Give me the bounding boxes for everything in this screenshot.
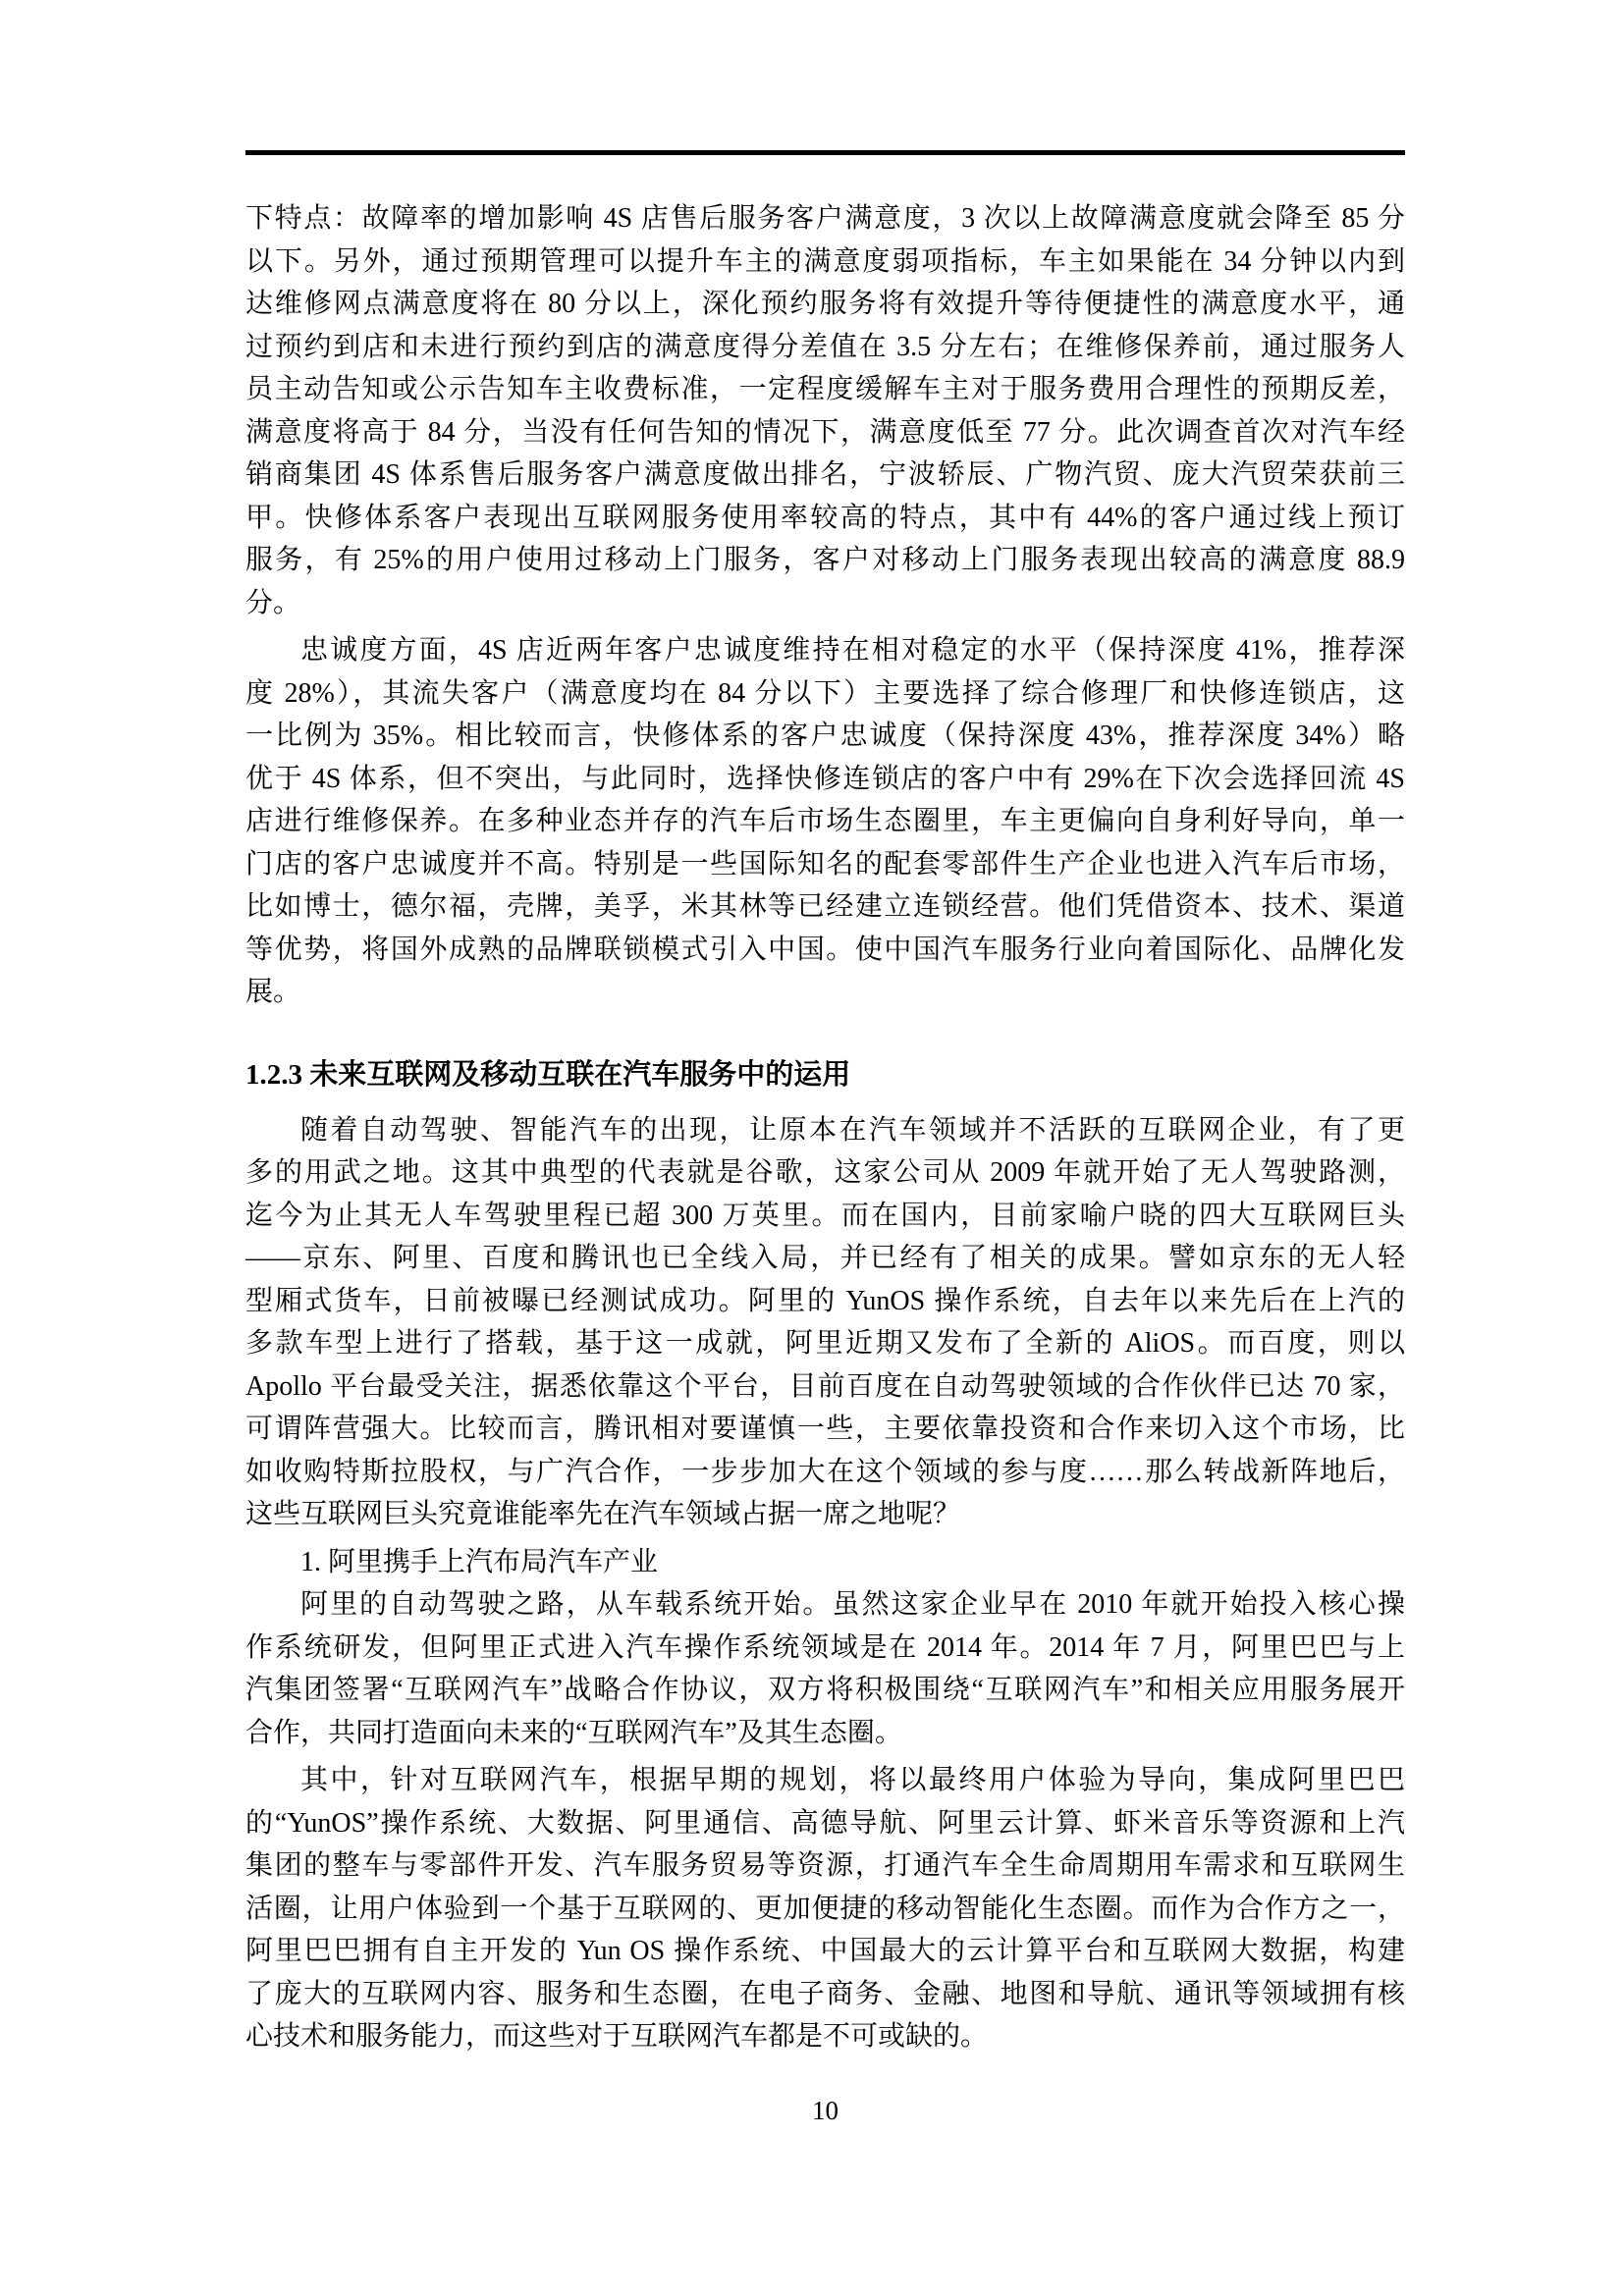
heading (245, 1053, 1405, 1096)
paragraph-line: 集团的整车与零部件开发、汽车服务贸易等资源，打通汽车全生命周期用车需求和互联网生 (245, 1850, 1405, 1881)
paragraph-line: 优于 4S 体系，但不突出，与此同时，选择快修连锁店的客户中有 29%在下次会选择回流 4S (245, 763, 1405, 794)
paragraph-line: 销商集团 4S 体系售后服务客户满意度做出排名，宁波轿辰、广物汽贸、庞大汽贸荣获前三 (245, 459, 1405, 490)
paragraph-line: 展。 (245, 977, 301, 1007)
paragraph-line: 汽集团签署“互联网汽车”战略合作协议，双方将积极围绕“互联网汽车”和相关应用服务展开 (245, 1675, 1405, 1705)
paragraph-line: 心技术和服务能力，而这些对于互联网汽车都是不可或缺的。 (245, 2021, 989, 2052)
paragraph-line: 等优势，将国外成熟的品牌联锁模式引入中国。使中国汽车服务行业向着国际化、品牌化发 (245, 934, 1405, 965)
paragraph (245, 629, 1405, 1014)
paragraph (245, 1759, 1405, 2058)
paragraph-line: 满意度将高于 84 分，当没有任何告知的情况下，满意度低至 77 分。此次调查首次对汽车经 (245, 416, 1405, 448)
paragraph-line: 以下。另外，通过预期管理可以提升车主的满意度弱项指标，车主如果能在 34 分钟以内到 (245, 245, 1405, 277)
paragraph-line: 过预约到店和未进行预约到店的满意度得分差值在 3.5 分左右；在维修保养前，通过服务人 (245, 331, 1405, 362)
paragraph-line: 达维修网点满意度将在 80 分以上，深化预约服务将有效提升等待便捷性的满意度水平，通 (245, 289, 1405, 319)
paragraph-line: 员主动告知或公示告知车主收费标准，一定程度缓解车主对于服务费用合理性的预期反差， (245, 374, 1405, 404)
paragraph-line: 的“YunOS”操作系统、大数据、阿里通信、高德导航、阿里云计算、虾米音乐等资源和上汽 (245, 1807, 1405, 1839)
paragraph (245, 1583, 1405, 1754)
paragraph-line: 多款车型上进行了搭载，基于这一成就，阿里近期又发布了全新的 AliOS。而百度，则以 (245, 1328, 1405, 1359)
list-item (245, 1541, 1405, 1584)
paragraph-line: 合作，共同打造面向未来的“互联网汽车”及其生态圈。 (245, 1717, 902, 1748)
paragraph-line: 阿里的自动驾驶之路，从车载系统开始。虽然这家企业早在 2010 年就开始投入核心操 (300, 1589, 1405, 1620)
paragraph-line: 多的用武之地。这其中典型的代表就是谷歌，这家公司从 2009 年就开始了无人驾驶路测， (245, 1157, 1405, 1188)
paragraph-line: 店进行维修保养。在多种业态并存的汽车后市场生态圈里，车主更偏向自身利好导向，单一 (245, 806, 1405, 836)
header-rule (245, 150, 1405, 155)
paragraph-line: 下特点：故障率的增加影响 4S 店售后服务客户满意度，3 次以上故障满意度就会降至 85 分 (245, 203, 1405, 234)
paragraph-line: 随着自动驾驶、智能汽车的出现，让原本在汽车领域并不活跃的互联网企业，有了更 (300, 1114, 1405, 1146)
paragraph-line: 可谓阵营强大。比较而言，腾讯相对要谨慎一些，主要依靠投资和合作来切入这个市场，比 (245, 1414, 1405, 1444)
paragraph-line: ——京东、阿里、百度和腾讯也已全线入局，并已经有了相关的成果。譬如京东的无人轻 (245, 1243, 1405, 1273)
paragraph-line: Apollo 平台最受关注，据悉依靠这个平台，目前百度在自动驾驶领域的合作伙伴已达 70 家， (245, 1370, 1405, 1402)
paragraph-line: 型厢式货车，日前被曝已经测试成功。阿里的 YunOS 操作系统，自去年以来先后在上汽的 (245, 1285, 1405, 1316)
paragraph-line: 比如博士，德尔福，壳牌，美孚，米其林等已经建立连锁经营。他们凭借资本、技术、渠道 (245, 891, 1405, 922)
paragraph-line: 活圈，让用户体验到一个基于互联网的、更加便捷的移动智能化生态圈。而作为合作方之一， (245, 1893, 1405, 1924)
paragraph-line: 阿里巴巴拥有自主开发的 Yun OS 操作系统、中国最大的云计算平台和互联网大数据，构建 (245, 1936, 1405, 1966)
paragraph-line: 一比例为 35%。相比较而言，快修体系的客户忠诚度（保持深度 43%，推荐深度 34%）略 (245, 721, 1405, 751)
paragraph-line: 作系统研发，但阿里正式进入汽车操作系统领域是在 2014 年。2014 年 7 月，阿里巴巴与上 (245, 1631, 1405, 1663)
paragraph-line: 了庞大的互联网内容、服务和生态圈，在电子商务、金融、地图和导航、通讯等领域拥有核 (245, 1978, 1405, 2009)
paragraph-line: 忠诚度方面，4S 店近两年客户忠诚度维持在相对稳定的水平（保持深度 41%，推荐深 (300, 635, 1405, 666)
paragraph-line: 其中，针对互联网汽车，根据早期的规划，将以最终用户体验为导向，集成阿里巴巴 (300, 1765, 1405, 1795)
paragraph (245, 197, 1405, 624)
paragraph-line: 门店的客户忠诚度并不高。特别是一些国际知名的配套零部件生产企业也进入汽车后市场， (245, 848, 1405, 880)
paragraph-line: 度 28%），其流失客户（满意度均在 84 分以下）主要选择了综合修理厂和快修连锁店，这 (245, 677, 1405, 709)
page-body (245, 197, 1405, 2063)
paragraph-line: 甲。快修体系客户表现出互联网服务使用率较高的特点，其中有 44%的客户通过线上预订 (245, 502, 1405, 533)
paragraph-line: 这些互联网巨头究竟谁能率先在汽车领域占据一席之地呢？ (245, 1499, 961, 1529)
paragraph (245, 1109, 1405, 1536)
paragraph-line: 如收购特斯拉股权，与广汽合作，一步步加大在这个领域的参与度……那么转战新阵地后， (245, 1456, 1405, 1487)
heading-line: 1.2.3 未来互联网及移动互联在汽车服务中的运用 (245, 1058, 851, 1091)
list-item-line: 1. 阿里携手上汽布局汽车产业 (300, 1546, 659, 1577)
paragraph-line: 分。 (245, 587, 301, 618)
paragraph-line: 迄今为止其无人车驾驶里程已超 300 万英里。而在国内，目前家喻户晓的四大互联网巨头 (245, 1200, 1405, 1231)
paragraph-line: 服务，有 25%的用户使用过移动上门服务，客户对移动上门服务表现出较高的满意度 88.9 (245, 545, 1405, 575)
page-number: 10 (812, 2096, 839, 2125)
